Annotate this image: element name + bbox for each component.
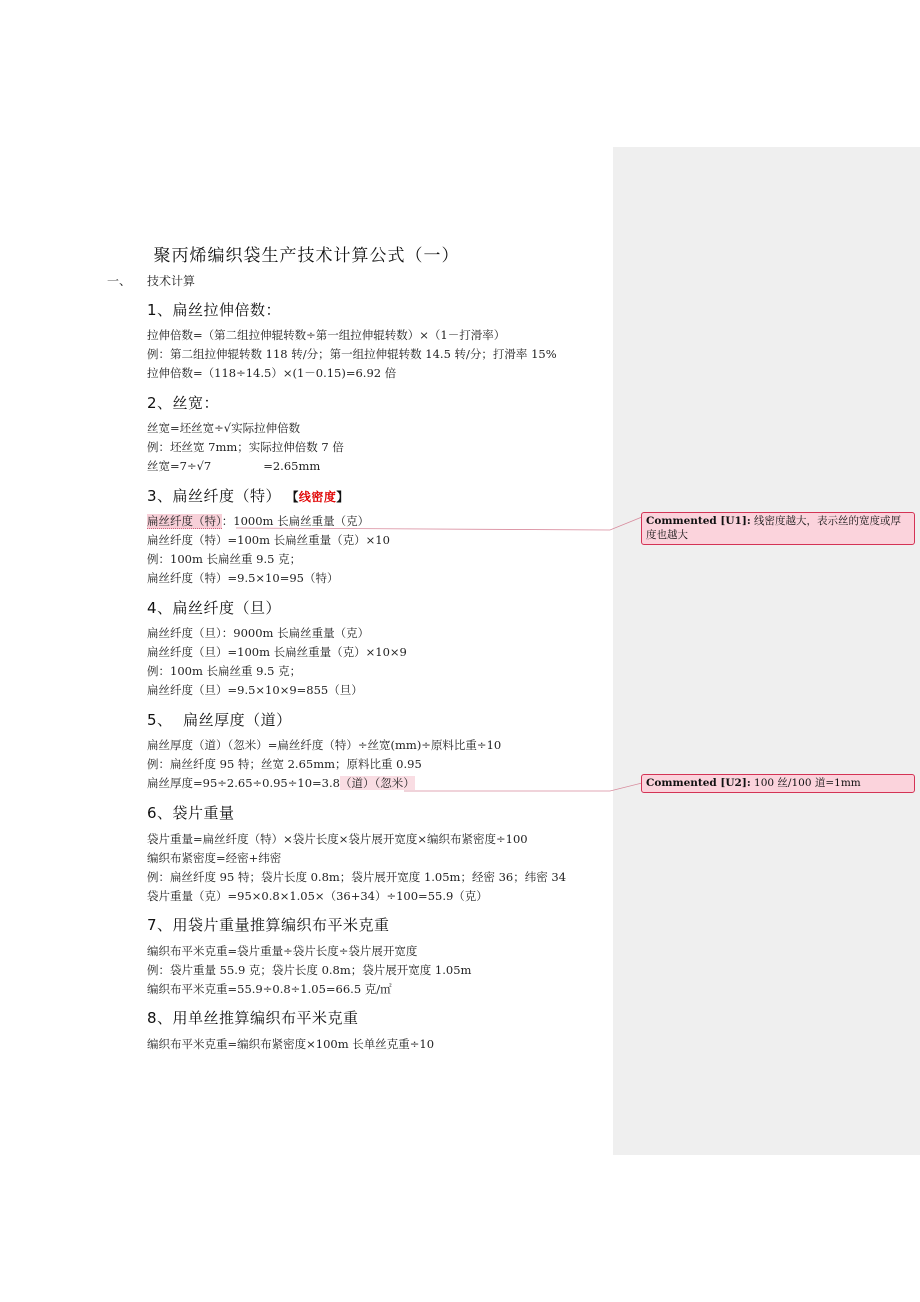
commented-text-u1[interactable]: 扁丝纤度（特） (147, 514, 222, 528)
s6-line-3: 例：扁丝纤度 95 特；袋片长度 0.8m；袋片展开宽度 1.05m；经密 36；纬密 34 (147, 870, 567, 884)
s5-line-3-formula: 扁丝厚度=95÷2.65÷0.95÷10=3.8 (147, 776, 340, 790)
s2-line-1: 丝宽=坯丝宽÷√实际拉伸倍数 (147, 421, 301, 435)
comment-u2-label: Commented [U2]: (646, 777, 751, 789)
s7-line-3: 编织布平米克重=55.9÷0.8÷1.05=66.5 克/㎡ (147, 982, 392, 996)
tag-close-bracket: 】 (336, 490, 349, 504)
s2-line-2: 例：坯丝宽 7mm；实际拉伸倍数 7 倍 (147, 440, 344, 454)
heading-4: 4、扁丝纤度（旦） (147, 599, 282, 617)
s5-line-2: 例：扁丝纤度 95 特；丝宽 2.65mm；原料比重 0.95 (147, 757, 422, 771)
heading-3-text: 3、扁丝纤度（特） (147, 487, 282, 505)
s6-line-4: 袋片重量（克）=95×0.8×1.05×（36+34）÷100=55.9（克） (147, 889, 488, 903)
section-number: 一、 (107, 274, 132, 288)
tag-red-text: 线密度 (298, 490, 337, 504)
section-label: 技术计算 (147, 274, 196, 288)
comment-u1-label: Commented [U1]: (646, 515, 751, 527)
s4-line-1: 扁丝纤度（旦）：9000m 长扁丝重量（克） (147, 626, 370, 640)
s6-line-2: 编织布紧密度=经密+纬密 (147, 851, 282, 865)
s3-line-1-rest: ：1000m 长扁丝重量（克） (221, 514, 370, 528)
s3-line-2: 扁丝纤度（特）=100m 长扁丝重量（克）×10 (147, 533, 390, 547)
s8-line-1: 编织布平米克重=编织布紧密度×100m 长单丝克重÷10 (147, 1037, 435, 1051)
s4-line-2: 扁丝纤度（旦）=100m 长扁丝重量（克）×10×9 (147, 645, 407, 659)
commented-text-u2[interactable]: （道）（忽米） (339, 776, 415, 790)
s1-line-2: 例：第二组拉伸辊转数 118 转/分；第一组拉伸辊转数 14.5 转/分；打滑率 15% (147, 347, 557, 361)
heading-1: 1、扁丝拉伸倍数： (147, 301, 282, 319)
tag-open-bracket: 【 (286, 490, 299, 504)
s5-line-3 (147, 776, 415, 790)
s5-line-1: 扁丝厚度（道）（忽米）=扁丝纤度（特）÷丝宽(mm)÷原料比重÷10 (147, 738, 502, 752)
comment-balloon-u1[interactable] (641, 512, 915, 545)
heading-8: 8、用单丝推算编织布平米克重 (147, 1009, 359, 1027)
s7-line-2: 例：袋片重量 55.9 克；袋片长度 0.8m；袋片展开宽度 1.05m (147, 963, 472, 977)
comment-u1-text: 线密度越大，表示丝的宽度或厚度也越大 (646, 515, 902, 541)
s3-line-1 (147, 514, 369, 528)
heading-7: 7、用袋片重量推算编织布平米克重 (147, 916, 390, 934)
s6-line-1: 袋片重量=扁丝纤度（特）×袋片长度×袋片展开宽度×编织布紧密度÷100 (147, 832, 528, 846)
s1-line-1: 拉伸倍数=（第二组拉伸辊转数÷第一组拉伸辊转数）×（1－打滑率） (147, 328, 506, 342)
s7-line-1: 编织布平米克重=袋片重量÷袋片长度÷袋片展开宽度 (147, 944, 418, 958)
s2-line-3 (147, 459, 320, 473)
document-title: 聚丙烯编织袋生产技术计算公式（一） (153, 246, 460, 266)
s4-line-3: 例：100m 长扁丝重 9.5 克； (147, 664, 302, 678)
comment-u2-text: 100 丝/100 道=1mm (754, 777, 861, 789)
comment-balloon-u2[interactable] (641, 774, 915, 793)
comment-markup-pane (613, 147, 920, 1155)
heading-6: 6、袋片重量 (147, 804, 235, 822)
s1-line-3: 拉伸倍数=（118÷14.5）×(1－0.15)=6.92 倍 (147, 366, 397, 380)
s2-line-3-result: =2.65mm (263, 459, 321, 473)
heading-5: 5、 扁丝厚度（道） (147, 711, 292, 729)
s4-line-4: 扁丝纤度（旦）=9.5×10×9=855（旦） (147, 683, 363, 697)
s2-line-3-formula: 丝宽=7÷√7 (147, 459, 212, 473)
heading-3-tag (286, 490, 349, 504)
s3-line-3: 例：100m 长扁丝重 9.5 克； (147, 552, 302, 566)
heading-2: 2、丝宽： (147, 394, 220, 412)
s3-line-4: 扁丝纤度（特）=9.5×10=95（特） (147, 571, 339, 585)
heading-3 (147, 485, 349, 506)
